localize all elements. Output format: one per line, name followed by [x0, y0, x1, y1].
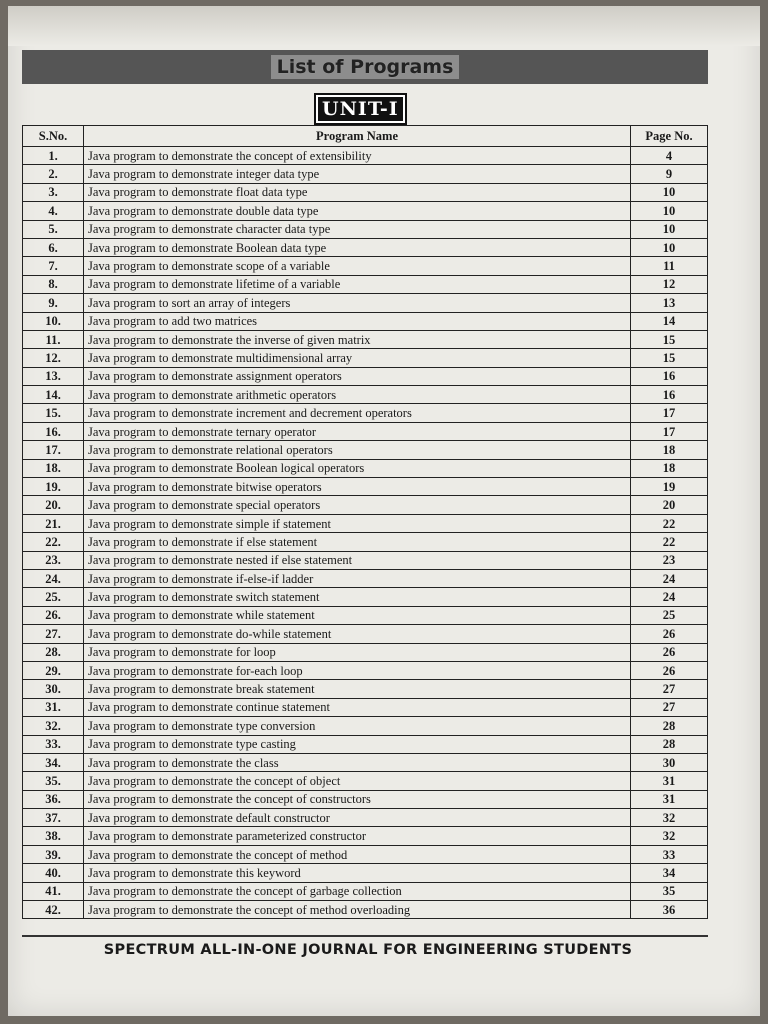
table-row — [23, 220, 708, 238]
row-page-no: 36 — [631, 901, 708, 919]
row-program-name: Java program to demonstrate integer data type — [84, 165, 631, 183]
table-row — [23, 809, 708, 827]
row-page-no: 22 — [631, 533, 708, 551]
table-row — [23, 569, 708, 587]
row-program-name: Java program to demonstrate the concept of constructors — [84, 790, 631, 808]
row-sno: 25. — [23, 588, 84, 606]
row-sno: 38. — [23, 827, 84, 845]
row-program-name: Java program to demonstrate the inverse of given matrix — [84, 330, 631, 348]
table-row — [23, 901, 708, 919]
row-page-no: 22 — [631, 514, 708, 532]
row-page-no: 24 — [631, 588, 708, 606]
row-sno: 3. — [23, 183, 84, 201]
row-program-name: Java program to demonstrate ternary operator — [84, 422, 631, 440]
row-page-no: 13 — [631, 294, 708, 312]
row-program-name: Java program to demonstrate this keyword — [84, 864, 631, 882]
row-page-no: 32 — [631, 827, 708, 845]
table-row — [23, 698, 708, 716]
row-program-name: Java program to demonstrate if-else-if ladder — [84, 569, 631, 587]
row-program-name: Java program to demonstrate simple if statement — [84, 514, 631, 532]
row-sno: 21. — [23, 514, 84, 532]
row-page-no: 26 — [631, 661, 708, 679]
table-row — [23, 202, 708, 220]
row-sno: 31. — [23, 698, 84, 716]
row-page-no: 33 — [631, 845, 708, 863]
row-program-name: Java program to demonstrate bitwise operators — [84, 478, 631, 496]
row-page-no: 9 — [631, 165, 708, 183]
title-banner — [22, 50, 708, 84]
row-program-name: Java program to sort an array of integers — [84, 294, 631, 312]
row-page-no: 10 — [631, 220, 708, 238]
table-row — [23, 441, 708, 459]
row-program-name: Java program to demonstrate default constructor — [84, 809, 631, 827]
row-page-no: 10 — [631, 202, 708, 220]
table-row — [23, 661, 708, 679]
row-sno: 13. — [23, 367, 84, 385]
row-sno: 28. — [23, 643, 84, 661]
table-row — [23, 753, 708, 771]
row-sno: 5. — [23, 220, 84, 238]
row-page-no: 15 — [631, 330, 708, 348]
row-page-no: 23 — [631, 551, 708, 569]
row-program-name: Java program to demonstrate Boolean logical operators — [84, 459, 631, 477]
row-program-name: Java program to demonstrate type conversion — [84, 717, 631, 735]
table-row — [23, 165, 708, 183]
table-row — [23, 606, 708, 624]
row-sno: 6. — [23, 238, 84, 256]
table-row — [23, 643, 708, 661]
row-page-no: 24 — [631, 569, 708, 587]
row-sno: 33. — [23, 735, 84, 753]
table-row — [23, 367, 708, 385]
row-program-name: Java program to demonstrate nested if else statement — [84, 551, 631, 569]
row-program-name: Java program to demonstrate float data type — [84, 183, 631, 201]
row-program-name: Java program to demonstrate scope of a variable — [84, 257, 631, 275]
row-sno: 40. — [23, 864, 84, 882]
row-page-no: 18 — [631, 441, 708, 459]
row-sno: 27. — [23, 625, 84, 643]
row-page-no: 35 — [631, 882, 708, 900]
document-page — [8, 6, 760, 1016]
row-program-name: Java program to demonstrate while statement — [84, 606, 631, 624]
row-sno: 37. — [23, 809, 84, 827]
row-program-name: Java program to demonstrate increment and decrement operators — [84, 404, 631, 422]
row-sno: 32. — [23, 717, 84, 735]
column-header-program-name: Program Name — [84, 126, 631, 147]
row-program-name: Java program to demonstrate type casting — [84, 735, 631, 753]
row-page-no: 17 — [631, 422, 708, 440]
row-program-name: Java program to demonstrate arithmetic operators — [84, 386, 631, 404]
row-program-name: Java program to demonstrate switch statement — [84, 588, 631, 606]
table-row — [23, 238, 708, 256]
row-page-no: 15 — [631, 349, 708, 367]
table-row — [23, 275, 708, 293]
table-row — [23, 717, 708, 735]
table-row — [23, 386, 708, 404]
table-row — [23, 882, 708, 900]
table-row — [23, 330, 708, 348]
row-page-no: 26 — [631, 643, 708, 661]
row-sno: 12. — [23, 349, 84, 367]
row-page-no: 30 — [631, 753, 708, 771]
row-sno: 34. — [23, 753, 84, 771]
row-program-name: Java program to demonstrate for loop — [84, 643, 631, 661]
row-page-no: 28 — [631, 717, 708, 735]
row-page-no: 17 — [631, 404, 708, 422]
row-sno: 41. — [23, 882, 84, 900]
row-sno: 9. — [23, 294, 84, 312]
programs-table — [22, 125, 708, 919]
row-program-name: Java program to demonstrate parameterized constructor — [84, 827, 631, 845]
row-program-name: Java program to demonstrate special operators — [84, 496, 631, 514]
row-program-name: Java program to demonstrate the concept of object — [84, 772, 631, 790]
row-program-name: Java program to demonstrate assignment operators — [84, 367, 631, 385]
row-page-no: 20 — [631, 496, 708, 514]
row-sno: 19. — [23, 478, 84, 496]
table-row — [23, 183, 708, 201]
table-row — [23, 625, 708, 643]
row-program-name: Java program to demonstrate relational operators — [84, 441, 631, 459]
table-row — [23, 459, 708, 477]
row-page-no: 4 — [631, 147, 708, 165]
table-row — [23, 790, 708, 808]
row-program-name: Java program to demonstrate the concept of method — [84, 845, 631, 863]
row-page-no: 28 — [631, 735, 708, 753]
row-program-name: Java program to demonstrate the concept of extensibility — [84, 147, 631, 165]
row-page-no: 10 — [631, 183, 708, 201]
row-page-no: 34 — [631, 864, 708, 882]
row-sno: 2. — [23, 165, 84, 183]
row-sno: 18. — [23, 459, 84, 477]
row-program-name: Java program to demonstrate for-each loop — [84, 661, 631, 679]
row-program-name: Java program to add two matrices — [84, 312, 631, 330]
row-sno: 14. — [23, 386, 84, 404]
table-row — [23, 533, 708, 551]
table-row — [23, 735, 708, 753]
row-sno: 11. — [23, 330, 84, 348]
page-title: List of Programs — [271, 55, 460, 79]
row-sno: 35. — [23, 772, 84, 790]
footer-text: SPECTRUM ALL-IN-ONE JOURNAL FOR ENGINEERING STUDENTS — [103, 942, 633, 958]
row-sno: 22. — [23, 533, 84, 551]
row-sno: 10. — [23, 312, 84, 330]
table-row — [23, 422, 708, 440]
row-program-name: Java program to demonstrate continue statement — [84, 698, 631, 716]
row-program-name: Java program to demonstrate Boolean data type — [84, 238, 631, 256]
row-sno: 15. — [23, 404, 84, 422]
row-program-name: Java program to demonstrate multidimensional array — [84, 349, 631, 367]
table-row — [23, 551, 708, 569]
table-row — [23, 514, 708, 532]
table-row — [23, 864, 708, 882]
row-program-name: Java program to demonstrate the concept of method overloading — [84, 901, 631, 919]
row-page-no: 16 — [631, 386, 708, 404]
table-row — [23, 147, 708, 165]
row-page-no: 27 — [631, 680, 708, 698]
table-row — [23, 349, 708, 367]
table-row — [23, 312, 708, 330]
table-row — [23, 478, 708, 496]
row-page-no: 27 — [631, 698, 708, 716]
row-page-no: 31 — [631, 772, 708, 790]
footer-divider — [22, 935, 708, 937]
row-sno: 4. — [23, 202, 84, 220]
row-page-no: 12 — [631, 275, 708, 293]
row-sno: 42. — [23, 901, 84, 919]
row-sno: 30. — [23, 680, 84, 698]
row-sno: 7. — [23, 257, 84, 275]
column-header-page-no: Page No. — [631, 126, 708, 147]
row-page-no: 11 — [631, 257, 708, 275]
row-page-no: 19 — [631, 478, 708, 496]
row-sno: 23. — [23, 551, 84, 569]
row-page-no: 32 — [631, 809, 708, 827]
row-sno: 26. — [23, 606, 84, 624]
page-top-shadow — [8, 6, 760, 46]
column-header-sno: S.No. — [23, 126, 84, 147]
table-row — [23, 496, 708, 514]
row-page-no: 25 — [631, 606, 708, 624]
table-header-row — [23, 126, 708, 147]
table-row — [23, 680, 708, 698]
row-page-no: 14 — [631, 312, 708, 330]
row-sno: 8. — [23, 275, 84, 293]
table-row — [23, 588, 708, 606]
table-row — [23, 257, 708, 275]
row-program-name: Java program to demonstrate if else statement — [84, 533, 631, 551]
row-program-name: Java program to demonstrate break statement — [84, 680, 631, 698]
row-sno: 20. — [23, 496, 84, 514]
row-program-name: Java program to demonstrate character data type — [84, 220, 631, 238]
row-sno: 17. — [23, 441, 84, 459]
table-row — [23, 294, 708, 312]
row-page-no: 18 — [631, 459, 708, 477]
table-row — [23, 827, 708, 845]
row-sno: 16. — [23, 422, 84, 440]
table-row — [23, 404, 708, 422]
row-page-no: 16 — [631, 367, 708, 385]
row-page-no: 10 — [631, 238, 708, 256]
row-sno: 29. — [23, 661, 84, 679]
row-program-name: Java program to demonstrate do-while statement — [84, 625, 631, 643]
unit-label: UNIT-I — [314, 93, 407, 125]
table-row — [23, 772, 708, 790]
row-page-no: 26 — [631, 625, 708, 643]
row-program-name: Java program to demonstrate double data type — [84, 202, 631, 220]
row-program-name: Java program to demonstrate the concept of garbage collection — [84, 882, 631, 900]
row-sno: 36. — [23, 790, 84, 808]
table-row — [23, 845, 708, 863]
row-sno: 1. — [23, 147, 84, 165]
row-sno: 24. — [23, 569, 84, 587]
row-program-name: Java program to demonstrate lifetime of a variable — [84, 275, 631, 293]
row-program-name: Java program to demonstrate the class — [84, 753, 631, 771]
row-page-no: 31 — [631, 790, 708, 808]
row-sno: 39. — [23, 845, 84, 863]
